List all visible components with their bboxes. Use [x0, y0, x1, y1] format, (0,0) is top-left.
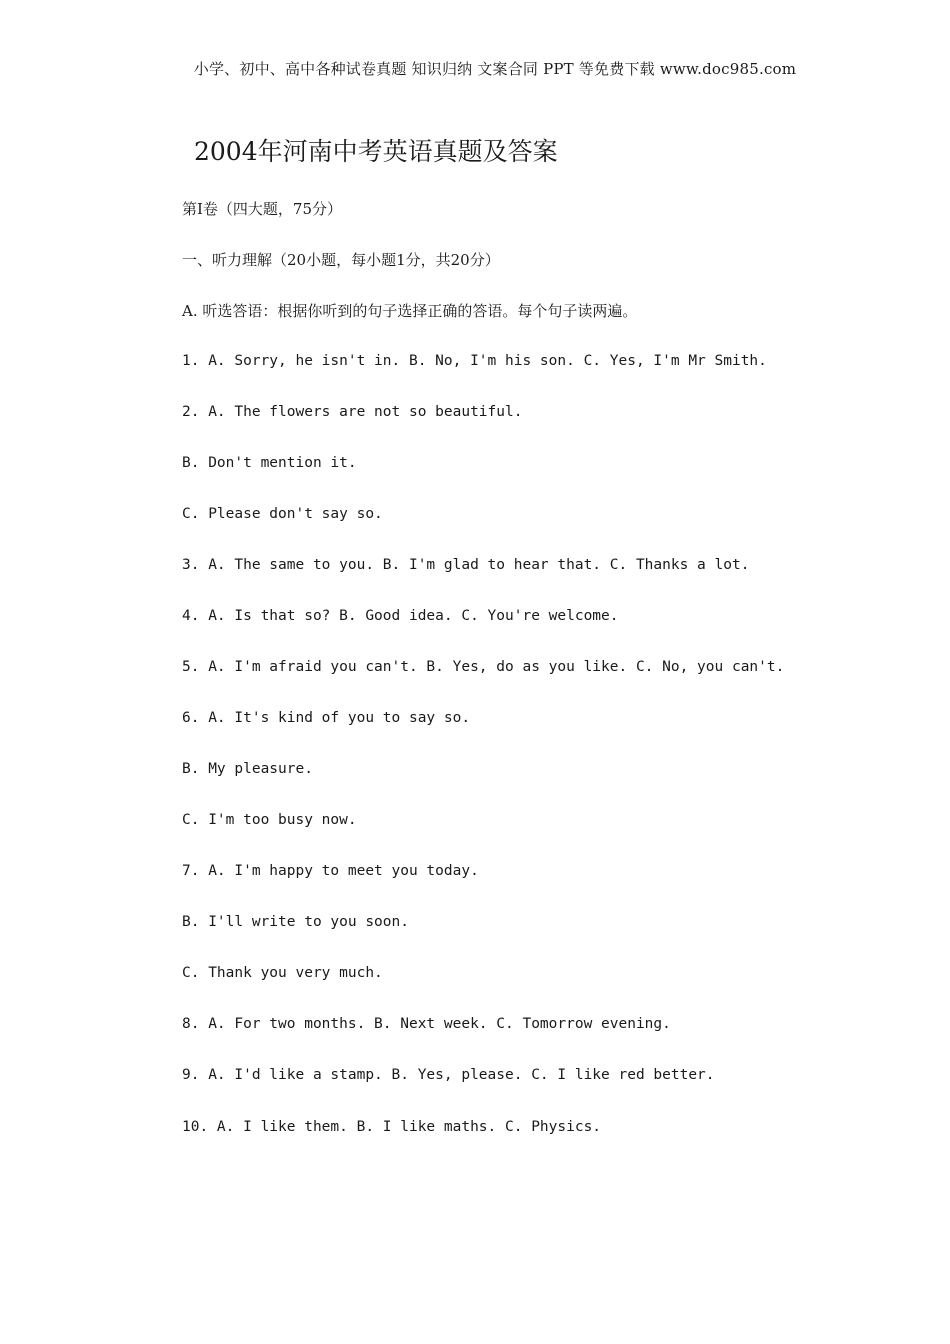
question-line: 7. A. I'm happy to meet you today. [182, 863, 479, 879]
option-line: C. Please don't say so. [182, 506, 383, 522]
volume-heading: 第I卷（四大题，75分） [182, 200, 343, 218]
question-line: 8. A. For two months. B. Next week. C. Tomorrow evening. [182, 1016, 671, 1032]
option-line: C. Thank you very much. [182, 965, 383, 981]
question-line: 9. A. I'd like a stamp. B. Yes, please. C. I like red better. [182, 1067, 715, 1083]
question-line: 6. A. It's kind of you to say so. [182, 710, 471, 726]
question-line: 1. A. Sorry, he isn't in. B. No, I'm his son. C. Yes, I'm Mr Smith. [182, 353, 767, 369]
option-line: C. I'm too busy now. [182, 812, 357, 828]
section-heading: 一、听力理解（20小题，每小题1分，共20分） [182, 251, 500, 269]
header-banner: 小学、初中、高中各种试卷真题 知识归纳 文案合同 PPT 等免费下载 www.doc985.com [193, 60, 797, 78]
question-line: 3. A. The same to you. B. I'm glad to hear that. C. Thanks a lot. [182, 557, 750, 573]
part-a-instruction: A. 听选答语：根据你听到的句子选择正确的答语。每个句子读两遍。 [182, 302, 638, 320]
question-line: 5. A. I'm afraid you can't. B. Yes, do as you like. C. No, you can't. [182, 659, 785, 675]
option-line: B. Don't mention it. [182, 455, 357, 471]
question-line: 2. A. The flowers are not so beautiful. [182, 404, 523, 420]
option-line: B. My pleasure. [182, 761, 313, 777]
question-line: 4. A. Is that so? B. Good idea. C. You're welcome. [182, 608, 619, 624]
document-title: 2004年河南中考英语真题及答案 [194, 137, 558, 166]
question-line: 10. A. I like them. B. I like maths. C. Physics. [182, 1119, 602, 1135]
option-line: B. I'll write to you soon. [182, 914, 409, 930]
